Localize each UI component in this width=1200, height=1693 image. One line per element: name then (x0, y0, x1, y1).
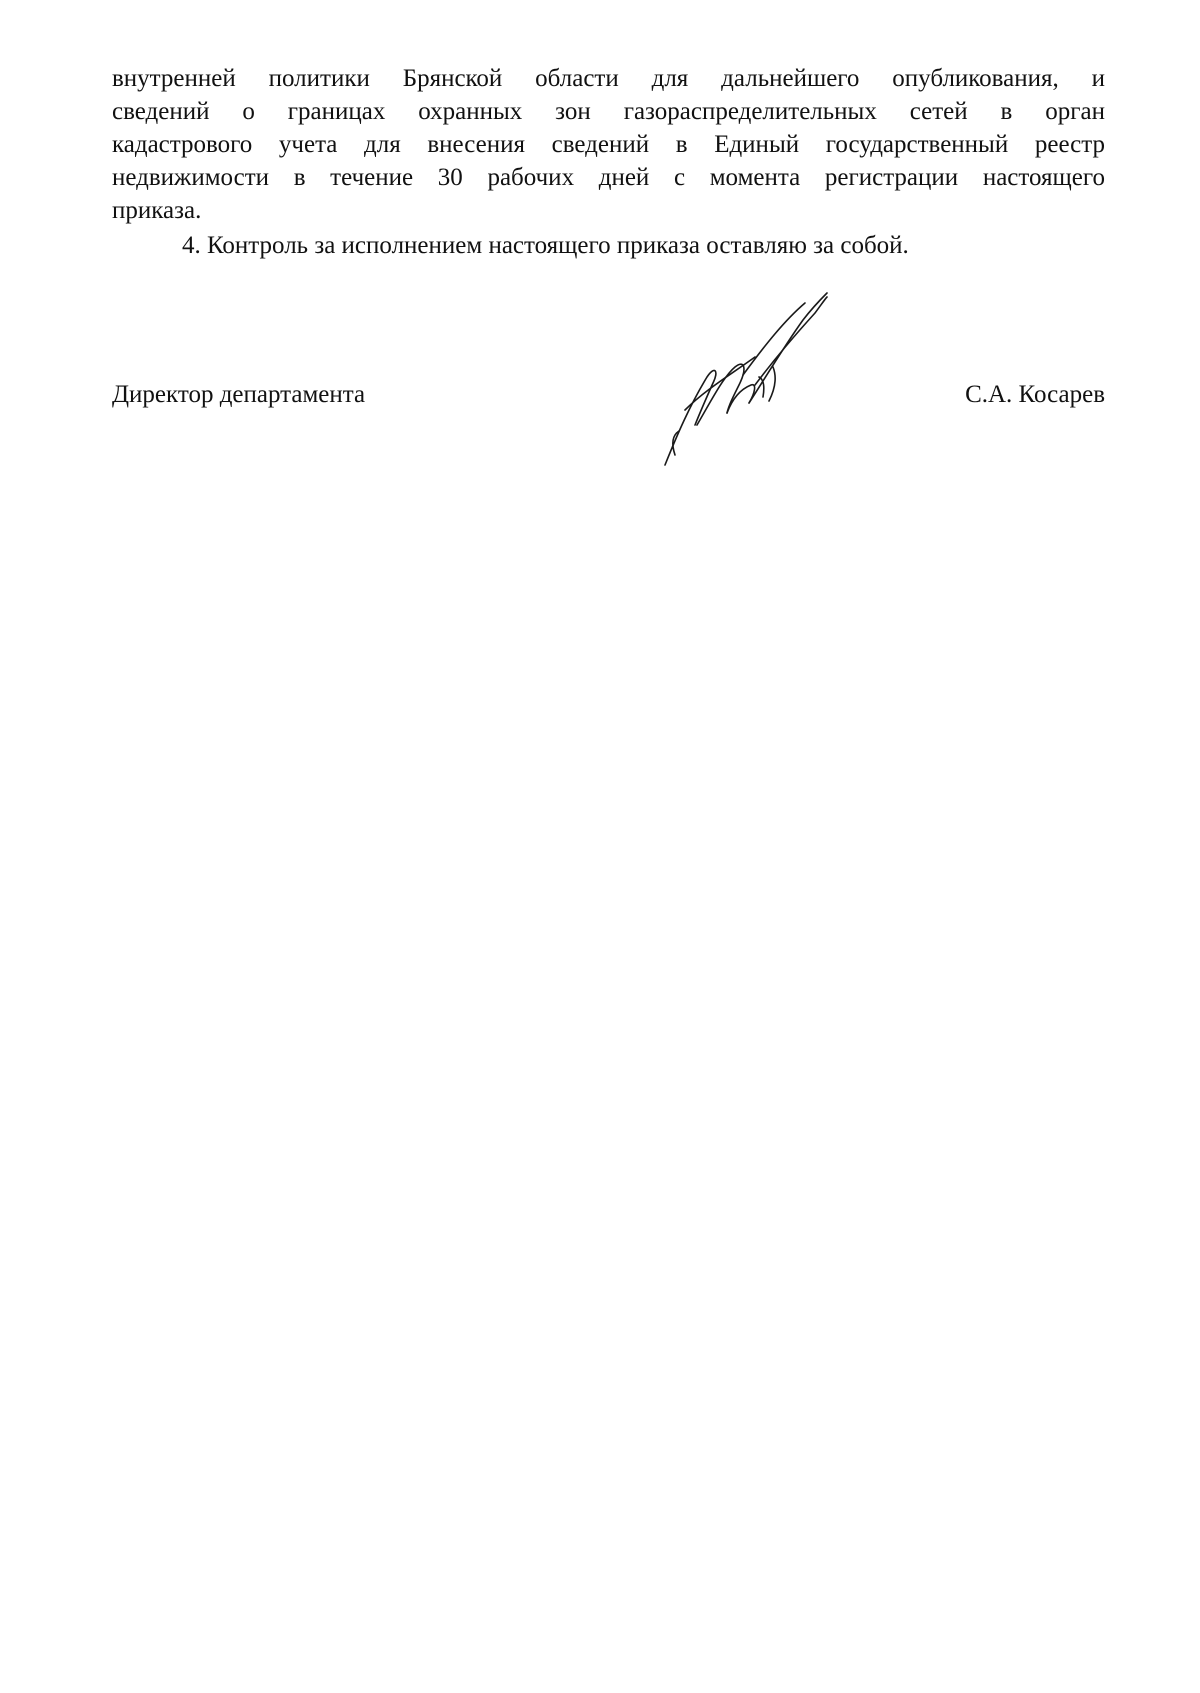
paragraph-line: сведений о границах охранных зон газораспределительных сетей в орган (112, 98, 1105, 125)
paragraph-line: кадастрового учета для внесения сведений в Единый государственный реестр (112, 131, 1105, 158)
paragraph-line: внутренней политики Брянской области для дальнейшего опубликования, и (112, 65, 1105, 92)
order-text (112, 62, 1105, 262)
signatory-position: Директор департамента (112, 381, 366, 408)
paragraph-line: приказа. (112, 197, 202, 224)
order-item-4: 4. Контроль за исполнением настоящего приказа оставляю за собой. (182, 232, 909, 259)
paragraph-line: недвижимости в течение 30 рабочих дней с момента регистрации настоящего (112, 164, 1105, 191)
signature-block (112, 378, 1105, 418)
signatory-name: С.А. Косарев (965, 381, 1105, 408)
handwritten-signature (655, 285, 875, 470)
